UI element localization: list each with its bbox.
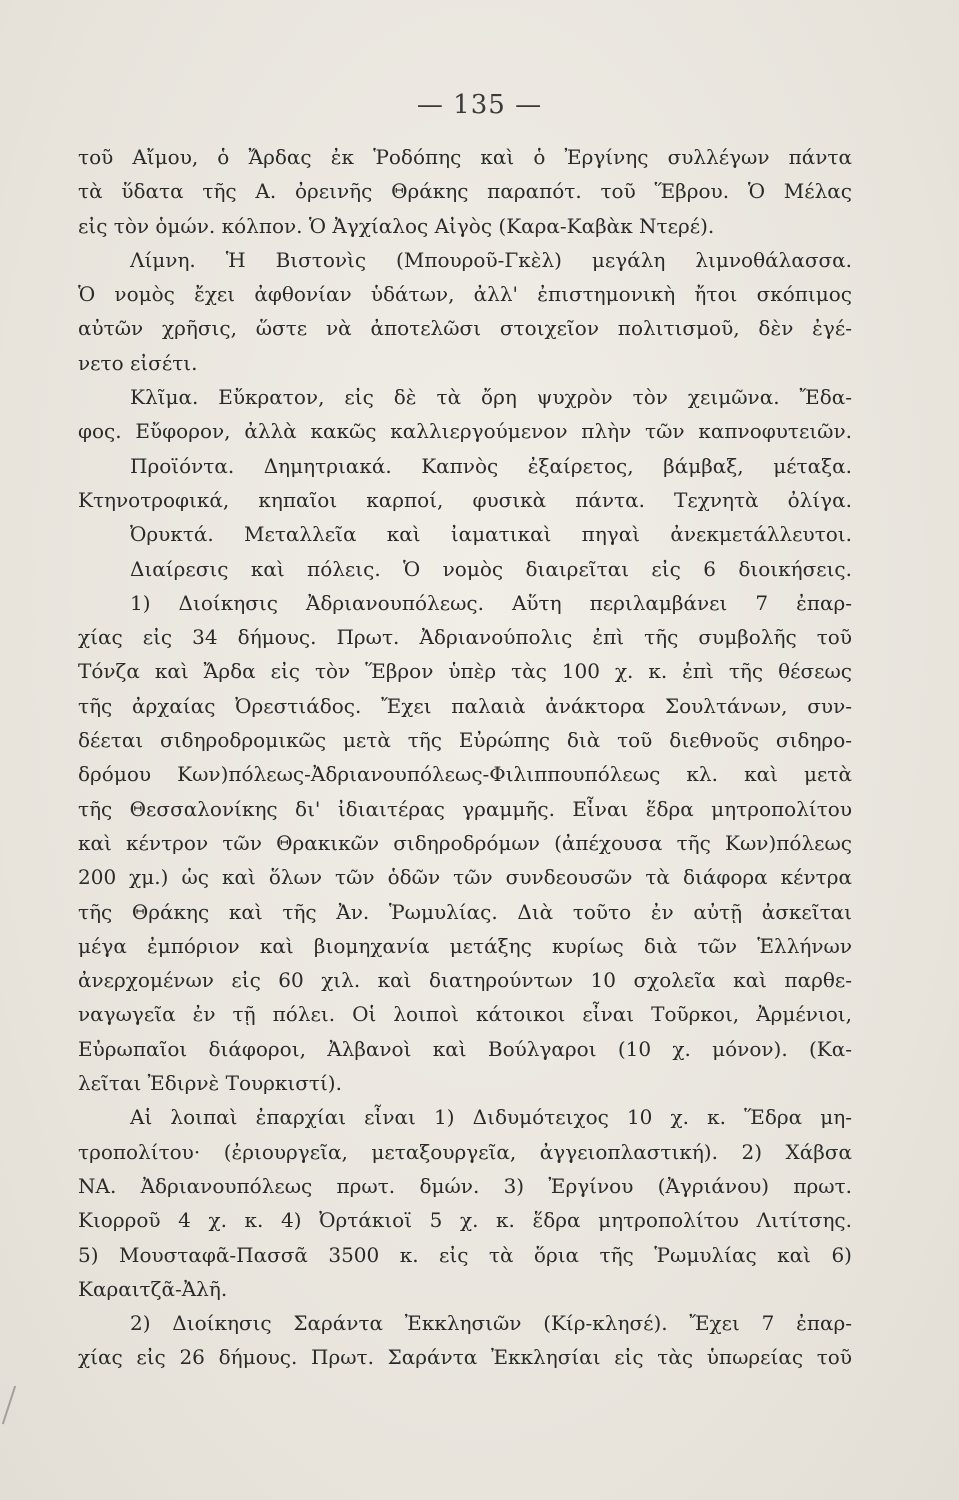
text-line: φος. Εὔφορον, ἀλλὰ κακῶς καλλιεργούμενον πλὴν τῶν καπνοφυτειῶν. [78,419,852,444]
text-line: μέγα ἐμπόριον καὶ βιομηχανία μετάξης κυρίως διὰ τῶν Ἑλλήνων [78,933,852,958]
text-line: Κιορροῦ 4 χ. κ. 4) Ὀρτάκιοϊ 5 χ. κ. ἕδρα μητροπολίτου Λιτίτσης. [78,1208,852,1233]
text-line: τροπολίτου· (ἐριουργεῖα, μεταξουργεῖα, ἀγγειοπλαστική). 2) Χάβσα [78,1139,852,1164]
text-line: τὰ ὕδατα τῆς Α. ὀρεινῆς Θράκης παραπότ. τοῦ Ἕβρου. Ὁ Μέλας [78,179,852,204]
text-line: δέεται σιδηροδρομικῶς μετὰ τῆς Εὐρώπης διὰ τοῦ διεθνοῦς σιδηρο- [78,728,852,753]
text-line: 5) Μουσταφᾶ-Πασσᾶ 3500 κ. εἰς τὰ ὅρια τῆς Ῥωμυλίας καὶ 6) [78,1242,852,1267]
text-line: 1) Διοίκησις Ἀδριανουπόλεως. Αὕτη περιλαμβάνει 7 ἐπαρ- [130,590,852,615]
text-line: Κτηνοτροφικά, κηπαῖοι καρποί, φυσικὰ πάντα. Τεχνητὰ ὀλίγα. [78,487,852,512]
text-line: Ὀρυκτά. Μεταλλεῖα καὶ ἰαματικαὶ πηγαὶ ἀνεκμετάλλευτοι. [130,522,852,547]
body-text [78,140,852,1375]
text-line: νετο εἰσέτι. [78,350,198,375]
text-line: ΝΑ. Ἀδριανουπόλεως πρωτ. δμών. 3) Ἐργίνου (Ἀγριάνου) πρωτ. [78,1173,852,1198]
margin-pencil-mark [2,1386,16,1425]
text-line: ναγωγεῖα ἐν τῇ πόλει. Οἱ λοιποὶ κάτοικοι εἶναι Τοῦρκοι, Ἀρμένιοι, [78,1002,852,1027]
text-line: τῆς ἀρχαίας Ὀρεστιάδος. Ἔχει παλαιὰ ἀνάκτορα Σουλτάνων, συν- [78,693,852,718]
text-line: Αἱ λοιπαὶ ἐπαρχίαι εἶναι 1) Διδυμότειχος 10 χ. κ. Ἕδρα μη- [130,1105,852,1130]
text-line: Ὁ νομὸς ἔχει ἀφθονίαν ὑδάτων, ἀλλ' ἐπιστημονικὴ ἤτοι σκόπιμος [78,282,852,307]
text-line: εἰς τὸν ὁμών. κόλπον. Ὁ Ἀγχίαλος Αἰγὸς (Καρα-Καβὰκ Ντερέ). [78,213,715,238]
text-line: 2) Διοίκησις Σαράντα Ἐκκλησιῶν (Κίρ-κλησέ). Ἔχει 7 ἐπαρ- [130,1311,852,1336]
text-line: τῆς Θεσσαλονίκης δι' ἰδιαιτέρας γραμμῆς. Εἶναι ἕδρα μητροπολίτου [78,796,852,821]
text-line: αὐτῶν χρῆσις, ὥστε νὰ ἀποτελῶσι στοιχεῖον πολιτισμοῦ, δὲν ἐγέ- [78,316,852,341]
text-line: τοῦ Αἴμου, ὁ Ἄρδας ἐκ Ῥοδόπης καὶ ὁ Ἐργίνης συλλέγων πάντα [78,145,852,169]
text-line: Διαίρεσις καὶ πόλεις. Ὁ νομὸς διαιρεῖται εἰς 6 διοικήσεις. [130,556,852,581]
text-line: 200 χμ.) ὡς καὶ ὅλων τῶν ὁδῶν τῶν συνδεουσῶν τὰ διάφορα κέντρα [78,865,852,890]
page-number: — 135 — [416,90,543,120]
text-line: ἀνερχομένων εἰς 60 χιλ. καὶ διατηρούντων 10 σχολεῖα καὶ παρθε- [78,968,852,993]
text-line: Εὐρωπαῖοι διάφοροι, Ἀλβανοὶ καὶ Βούλγαροι (10 χ. μόνον). (Κα- [78,1036,852,1061]
text-line: Λίμνη. Ἡ Βιστονὶς (Μπουροῦ-Γκὲλ) μεγάλη λιμνοθάλασσα. [130,247,852,272]
text-line: τῆς Θράκης καὶ τῆς Ἀν. Ῥωμυλίας. Διὰ τοῦτο ἐν αὐτῇ ἀσκεῖται [78,899,852,924]
text-line: δρόμου Κων)πόλεως-Ἀδριανουπόλεως-Φιλιππουπόλεως κλ. καὶ μετὰ [78,762,852,787]
text-line: Κλῖμα. Εὔκρατον, εἰς δὲ τὰ ὄρη ψυχρὸν τὸν χειμῶνα. Ἔδα- [130,385,852,410]
text-line: καὶ κέντρον τῶν Θρακικῶν σιδηροδρόμων (ἀπέχουσα τῆς Κων)πόλεως [78,830,852,855]
text-line: χίας εἰς 34 δήμους. Πρωτ. Ἀδριανούπολις ἐπὶ τῆς συμβολῆς τοῦ [78,625,852,650]
text-line: Τόνζα καὶ Ἄρδα εἰς τὸν Ἕβρον ὑπὲρ τὰς 100 χ. κ. ἐπὶ τῆς θέσεως [78,659,852,684]
text-line: Καραιτζᾶ-Ἀλῆ. [78,1276,228,1301]
text-line: χίας εἰς 26 δήμους. Πρωτ. Σαράντα Ἐκκλησίαι εἰς τὰς ὑπωρείας τοῦ [78,1345,852,1370]
text-line: λεῖται Ἐδιρνὲ Τουρκιστί). [78,1071,342,1096]
text-line: Προϊόντα. Δημητριακά. Καπνὸς ἐξαίρετος, βάμβαξ, μέταξα. [130,453,852,478]
